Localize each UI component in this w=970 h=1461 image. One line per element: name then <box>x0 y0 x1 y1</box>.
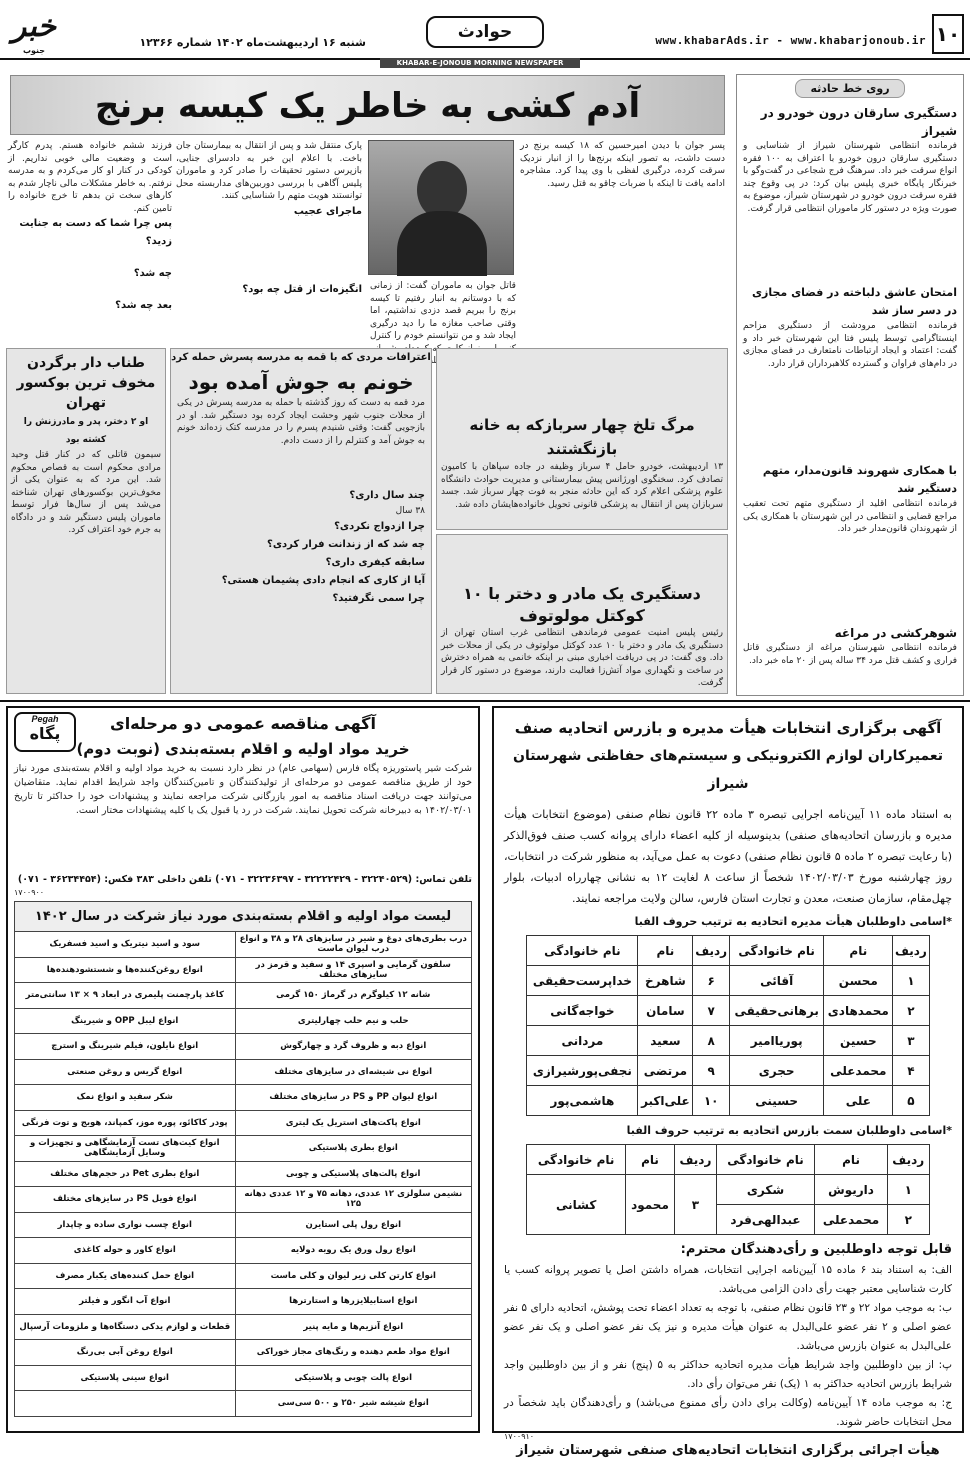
inspector-cell: ۱ <box>887 1175 929 1205</box>
notice-item: ب: به موجب مواد ۲۲ و ۲۳ قانون نظام صنفی، با توجه به تعداد اعضاء تحت پوشش، اتحادیه دارای ۵ نفر عضو اصلی و ۲ نفر عضو علی‌البدل به عنوان هیأت مدیره و نیز یک نفر عضو اصلی و یک نفر عضو علی‌البدل به عنوان بازرس می‌باشد. <box>504 1302 952 1352</box>
inspector-cell: شکری <box>716 1175 814 1205</box>
materials-cell: انواع رول پلی استایرن <box>235 1212 471 1238</box>
materials-cell: انواع شیشه شیر ۲۵۰ و ۵۰۰ سی‌سی <box>235 1391 471 1417</box>
materials-cell: انواع دبه و ظروف گرد و چهارگوش <box>235 1034 471 1060</box>
board-table-header <box>527 936 929 966</box>
notices <box>504 1261 952 1432</box>
notice-item: الف: به استناد بند ۶ ماده ۱۵ آیین‌نامه اجرایی انتخابات، همراه داشتن اصل یا تصویر پروانه کسب یا کارت شناسایی معتبر جهت رأی دادن الزامی می‌باشد. <box>504 1264 952 1295</box>
materials-row <box>15 1161 472 1187</box>
molotov-story <box>436 534 728 694</box>
board-cell: ۲ <box>893 996 929 1026</box>
board-cell: ۶ <box>693 966 729 996</box>
materials-cell: انواع پالت چوبی و پلاستیکی <box>235 1365 471 1391</box>
board-cell: ۱ <box>893 966 929 996</box>
board-header-cell: ردیف <box>893 936 929 966</box>
materials-cell: انواع آب انگور و فیلتر <box>15 1289 236 1315</box>
board-cell: ۵ <box>893 1086 929 1116</box>
board-cell: محمدهادی <box>824 996 893 1026</box>
sidebar-item <box>743 462 957 618</box>
board-header-cell: ردیف <box>693 936 729 966</box>
board-cell: خواجه‌گانی <box>527 996 638 1026</box>
main-story-col2 <box>370 280 516 366</box>
board-cell: پوریاامیر <box>729 1026 824 1056</box>
materials-cell: انواع لیوان PP و PS در سایزهای مختلف <box>235 1085 471 1111</box>
materials-row <box>15 1238 472 1264</box>
date-line: شنبه ۱۶ اردیبهشت‌ماه ۱۴۰۲ شماره ۱۲۳۶۶ <box>139 36 366 49</box>
board-header-cell: نام <box>638 936 693 966</box>
election-ad <box>492 706 964 1458</box>
notice-title: قابل توجه داوطلبین و رأی‌دهندگان محترم: <box>680 1242 952 1257</box>
notice-item: ج: به موجب ماده ۱۴ آیین‌نامه (وکالت برای دادن رأی ممنوع می‌باشد) و رأی‌دهندگان باید شخصاً در محل انتخابات حاضر شوند. <box>504 1397 952 1428</box>
board-cell: شاهرخ <box>638 966 693 996</box>
materials-cell: انواع گریس و روغن صنعتی <box>15 1059 236 1085</box>
sidebar-body: فرمانده انتظامی شهرستان شیراز از شناسایی و دستگیری سارقان درون خودرو با اعتراف به ۱۰۰ فقره انواع سرقت خبر داد. سرهنگ فرج شجاعی در گفت‌وگو با خبرنگار پایگاه خبری پلیس بیان کرد: در پی وقوع چند فقره سرقت درون خودرو در شهرستان شیراز، موضوع به صورت ویژه در دستور کار ماموران انتظامی قرار گرفت. <box>743 141 957 214</box>
board-cell: حسینی <box>729 1086 824 1116</box>
main-subhead: انگیزه‌ات از قتل چه بود؟ <box>242 283 362 295</box>
board-row <box>527 1026 929 1056</box>
boxer-title: طناب دار برگردن مخوف ترین بوکسور تهران <box>16 355 156 411</box>
materials-row <box>15 1034 472 1060</box>
materials-cell: شکر سفید و انواع نمک <box>15 1085 236 1111</box>
board-cell: حسین <box>824 1026 893 1056</box>
school-story <box>170 348 432 694</box>
list1-title: *اسامی داوطلبان هیأت مدیره اتحادیه به ترتیب حروف الفبا <box>634 915 952 928</box>
sidebar-headline: با همکاری شهروند قانون‌مدار، متهم دستگیر شد <box>762 464 957 495</box>
inspector-cell: محمدعلی <box>815 1205 888 1235</box>
boxer-story <box>6 348 166 694</box>
materials-row <box>15 1391 472 1417</box>
board-cell: ۷ <box>693 996 729 1026</box>
materials-row <box>15 1085 472 1111</box>
school-qa <box>171 487 431 608</box>
boxer-kicker: او ۲ دختر، پدر و مادرزنش را کشته بود <box>23 417 149 445</box>
board-cell: علی‌اکبر <box>638 1086 693 1116</box>
materials-cell: انواع مواد طعم دهنده و رنگ‌های مجاز خوراکی <box>235 1340 471 1366</box>
inspector-header-cell: نام <box>625 1145 674 1175</box>
main-story-col1: پسر جوان با دیدن امیرحسین که ۱۸ کیسه برنج در دست داشت، به تصور اینکه برنج‌ها را از انبار نزدیک سرقت کرده، درگیری لفظی با وی پیدا کرد. مشاجره ادامه یافت تا اینکه با ضربات چاقو به قتل رسید. <box>520 141 725 189</box>
election-footer: هیأت اجرائی برگزاری انتخابات اتحادیه‌های صنفی شهرستان شیراز <box>516 1443 940 1458</box>
tender-subtitle: خرید مواد اولیه و اقلام بسته‌بندی (نوبت دوم) <box>76 740 410 758</box>
materials-table-body <box>15 932 472 1417</box>
board-header-cell: نام <box>824 936 893 966</box>
main-subhead: چه شد؟ <box>133 268 172 279</box>
school-q: چند سال داری؟ <box>349 490 425 501</box>
materials-cell: انواع بطری پلاستیکی <box>235 1136 471 1162</box>
main-headline: آدم کشی به خاطر یک کیسه برنج <box>10 75 725 135</box>
inspector-header-cell: ردیف <box>675 1145 717 1175</box>
soldiers-body: ۱۳ اردیبهشت، خودرو حامل ۴ سرباز وظیفه در جاده سپاهان با کامیون تصادف کرد. سخنگوی اورژانس پیش بیمارستانی و مدیریت حوادث دانشگاه علوم پزشکی اعلام کرد که این حادثه منجر به فوت چهار سرباز شد. جسد سربازان پس از انتقال به پزشکی قانونی تحویل خانواده‌هایشان داده شد. <box>441 462 724 510</box>
materials-row <box>15 1136 472 1162</box>
main-story-col4-text: فرزند ششم خانواده هستم. پدرم کارگر است و وضعیت مالی خوبی نداریم. از کودکی در کنار او کار می‌کردم و به مدرسه نرفتم. به خاطر مشکلات مالی ناچار شدم به کارهای سخت تن بدهم تا خرج خانواده را تامین کنم. <box>8 141 172 214</box>
soldiers-story <box>436 348 728 530</box>
main-subhead: بعد چه شد؟ <box>115 300 172 311</box>
school-title: خونم به جوش آمده بود <box>188 370 414 394</box>
election-code: ۱۷۰۰۹۱۰ <box>504 1432 535 1441</box>
sidebar-body: فرمانده انتظامی شهرستان مراغه از دستگیری قاتل فراری و کشف قتل مرد ۳۴ ساله پس از ۲۰ ماه خبر داد. <box>743 643 957 666</box>
materials-row <box>15 1263 472 1289</box>
materials-cell: انواع چسب نواری ساده و چاپدار <box>15 1212 236 1238</box>
board-table-body <box>527 966 929 1116</box>
boxer-body: سیمون قاتلی که در کنار قتل وحید مرادی محکوم است به قصاص محکوم شد. این مرد که به عنوان یکی از مخوف‌ترین بوکسورهای تهران شناخته می‌شد پس از سال‌ها فرار توسط ماموران پلیس دستگیر شد و در دادگاه به جرم خود اعتراف کرد. <box>11 450 161 535</box>
board-cell: ۴ <box>893 1056 929 1086</box>
inspector-cell: ۲ <box>887 1205 929 1235</box>
materials-row <box>15 1314 472 1340</box>
materials-table <box>14 901 472 1417</box>
inspector-cell: ۳ <box>675 1175 717 1235</box>
school-body: مرد قمه به دست که روز گذشته با حمله به مدرسه پسرش در یکی از محلات جنوب شهر وحشت ایجاد کرده بود دستگیر شد. او در بازجویی گفت: وقتی شنیدم پسرم را در مدرسه کتک زده‌اند خونم به جوش آمد و کنترلم را از دست دادم. <box>177 398 425 446</box>
materials-row <box>15 932 472 958</box>
board-cell: مردانی <box>527 1026 638 1056</box>
inspector-cell: محمود <box>625 1175 674 1235</box>
materials-cell: انواع سینی پلاستیکی <box>15 1365 236 1391</box>
materials-row <box>15 1008 472 1034</box>
school-q: چه شد که از زندانت فرار کردی؟ <box>267 538 425 550</box>
story-photo <box>368 140 514 275</box>
tender-phones: تلفن تماس: (۳۲۲۴۰۵۲۹ - ۳۲۲۲۲۴۲۹ - ۳۲۲۳۶۳۹۷ - ۰۷۱) تلفن داخلی ۳۸۳ فکس: (۳۶۲۳۴۴۵۴ - ۰۷۱) <box>17 874 472 885</box>
board-cell: ۸ <box>693 1026 729 1056</box>
tender-body: شرکت شیر پاستوریزه پگاه فارس (سهامی عام) در نظر دارد نسبت به خرید مواد اولیه و اقلام بسته‌بندی مورد نیاز خود از طریق مناقصه عمومی دو مرحله‌ای از تولیدکنندگان و تامین‌کنندگان واجد شرایط اقدام نماید. متقاضیان می‌توانند جهت دریافت اسناد مناقصه به امور بازرگانی شرکت مراجعه نمایند و پیشنهادات خود را حداکثر تا تاریخ ۱۴۰۲/۰۳/۰۱ به دبیرخانه شرکت تحویل نمایند. شرکت در رد یا قبول یک یا کلیه پیشنهادات مختار است. <box>14 763 472 816</box>
inspector-cell: عبدالهی‌فرد <box>716 1205 814 1235</box>
materials-row <box>15 1059 472 1085</box>
materials-row <box>15 1340 472 1366</box>
election-body: به استناد ماده ۱۱ آیین‌نامه اجرایی تبصره ۳ ماده ۲۲ قانون نظام صنفی (موضوع انتخابات هیأت مدیره و بازرسان اتحادیه‌های صنفی) بدینوسیله از کلیه اعضاء دارای پروانه کسب صنف فوق‌الذکر (با رعایت تبصره ۲ ماده ۵ قانون نظام صنفی) دعوت به عمل می‌آید، به منظور شرکت در انتخابات، روز چهارشنبه مورخ ۱۴۰۲/۰۳/۰۳ شخصاً از ساعت ۸ لغایت ۱۲ به نشانی چهارراه ادبیات، بلوار چهل‌مقام، سازمان صنعت، معدن و تجارت استان فارس، سالن ولایت مراجعه نمایند. <box>504 808 953 905</box>
inspector-header-cell: ردیف <box>887 1145 929 1175</box>
board-cell: محسن <box>824 966 893 996</box>
materials-cell: شانه ۱۲ کیلوگرم در گرماژ ۱۵۰ گرمی <box>235 983 471 1009</box>
board-row <box>527 966 929 996</box>
board-cell: ۱۰ <box>693 1086 729 1116</box>
board-row <box>527 996 929 1026</box>
materials-row <box>15 1212 472 1238</box>
board-cell: مرتضی <box>638 1056 693 1086</box>
materials-row <box>15 1187 472 1213</box>
main-story-col4 <box>8 140 172 346</box>
materials-row <box>15 957 472 983</box>
board-cell: حجری <box>729 1056 824 1086</box>
materials-cell: انواع استابیلایزرها و استارترها <box>235 1289 471 1315</box>
section-label: حوادث <box>426 16 544 48</box>
materials-cell: انواع کاور و حوله کاغذی <box>15 1238 236 1264</box>
inspector-header-cell: نام خانوادگی <box>527 1145 625 1175</box>
sidebar-item <box>743 284 957 456</box>
board-cell: محمدعلی <box>824 1056 893 1086</box>
sidebar-item <box>743 104 957 278</box>
board-cell: ۹ <box>693 1056 729 1086</box>
materials-row <box>15 1110 472 1136</box>
materials-cell: انواع بطری Pet در حجم‌های مختلف <box>15 1161 236 1187</box>
board-cell: خداپرست‌حقیقی <box>527 966 638 996</box>
inspector-cell: داریوش <box>815 1175 888 1205</box>
materials-cell: انواع پالت‌های پلاستیکی و چوبی <box>235 1161 471 1187</box>
pegah-logo-text: پگاه <box>29 724 61 743</box>
main-subhead: پس چرا شما که دست به جنایت زدید؟ <box>19 218 172 247</box>
board-header-cell: نام خانوادگی <box>729 936 824 966</box>
inspector-cell: کشانی <box>527 1175 625 1235</box>
board-cell: نجفی‌پورشیرازی <box>527 1056 638 1086</box>
materials-cell: انواع آنزیم‌ها و مایه پنیر <box>235 1314 471 1340</box>
materials-cell: قطعات و لوازم یدکی دستگاه‌ها و ملزومات آرسپال <box>15 1314 236 1340</box>
tender-code: ۱۷۰۰۹۰۰ <box>14 888 45 897</box>
materials-cell: انواع روغن‌کننده‌ها و شستشودهنده‌ها <box>15 957 236 983</box>
inspector-table-body <box>527 1175 929 1235</box>
main-story-col3 <box>176 140 362 346</box>
board-cell: برهانی‌حقیقی <box>729 996 824 1026</box>
materials-cell: انواع فویل PS در سایزهای مختلف <box>15 1187 236 1213</box>
soldiers-title: مرگ تلخ چهار سربازکه به خانه بازنگشتند <box>469 416 695 458</box>
materials-cell: انواع پاکت‌های استریل یک لیتری <box>235 1110 471 1136</box>
molotov-body: رئیس پلیس امنیت عمومی فرماندهی انتظامی غرب استان تهران از دستگیری یک مادر و دختر با ۱۰ عدد کوکتل مولوتوف در یکی از محلات خبر داد. وی گفت: در پی دریافت اخباری مبنی بر اینکه خانمی به همراه دخترش در ساخت و نگهداری مواد آتش‌زا فعالیت دارند، موضوع در دستور کار قرار گرفت. <box>441 628 723 688</box>
pegah-logo-latin: Pegah <box>31 714 59 724</box>
sidebar <box>736 74 964 696</box>
sidebar-headline: دستگیری سارقان درون خودرو در شیراز <box>760 106 957 138</box>
tender-title: آگهی مناقصه عمومی دو مرحله‌ای <box>110 714 376 733</box>
materials-cell: انواع لیبل OPP و شیرینگ <box>15 1008 236 1034</box>
materials-cell: انواع کیت‌های تست آزمایشگاهی و تجهیزات و وسایل آزمایشگاهی <box>15 1136 236 1162</box>
board-header-cell: نام خانوادگی <box>527 936 638 966</box>
notice-item: پ: از بین داوطلبین واجد شرایط هیأت مدیره اتحادیه حداکثر به ۵ (پنج) نفر و از بین داوطلبین واجد شرایط بازرس اتحادیه حداکثر به ۱ (یک) نفر می‌توان رأی داد. <box>504 1359 952 1390</box>
sidebar-title: روی خط حادثه <box>795 79 905 98</box>
materials-cell: سود و اسید نیتریک و اسید فسفریک <box>15 932 236 958</box>
school-q: آیا از کاری که انجام دادی پشیمان هستی؟ <box>221 574 425 586</box>
tender-ad <box>6 706 480 1433</box>
board-candidates-table <box>526 935 929 1116</box>
materials-cell: انواع رول ورق یک رویه دولایه <box>235 1238 471 1264</box>
materials-cell: سلفون گرمایی و اسپری ۱۴ و سفید و قرمز در سایزهای مختلف <box>235 957 471 983</box>
board-cell: سعید <box>638 1026 693 1056</box>
board-cell: سامان <box>638 996 693 1026</box>
inspector-header-cell: نام خانوادگی <box>716 1145 814 1175</box>
board-cell: هاشمی‌پور <box>527 1086 638 1116</box>
materials-cell: انواع نی شیشه‌ای در سایزهای مختلف <box>235 1059 471 1085</box>
molotov-title: دستگیری یک مادر و دختر با ۱۰ کوکتل مولوتوف <box>463 584 701 625</box>
sidebar-headline: امتحان عاشق دلباخته در فضای مجازی در دسر ساز شد <box>751 286 957 317</box>
materials-row <box>15 983 472 1009</box>
materials-cell: انواع روغن آبی بی‌رنگ <box>15 1340 236 1366</box>
page-number: ۱۰ <box>932 14 964 54</box>
board-row <box>527 1056 929 1086</box>
materials-cell <box>15 1391 236 1417</box>
inspector-header-cell: نام <box>815 1145 888 1175</box>
materials-cell: انواع حمل کننده‌های یکبار مصرف <box>15 1263 236 1289</box>
board-cell: ۳ <box>893 1026 929 1056</box>
inspector-table-header <box>527 1145 929 1175</box>
election-title-1: آگهی برگزاری انتخابات هیأت مدیره و بازرس اتحادیه صنف <box>514 719 942 737</box>
list2-title: *اسامی داوطلبان سمت بازرس اتحادیه به ترتیب حروف الفبا <box>626 1124 952 1137</box>
materials-table-title: لیست مواد اولیه و اقلام بسته‌بندی مورد نیاز شرکت در سال ۱۴۰۲ <box>15 902 472 932</box>
sidebar-headline: شوهرکشی در مراغه <box>834 626 957 640</box>
board-cell: آقائی <box>729 966 824 996</box>
inspector-row <box>527 1175 929 1205</box>
inspector-candidates-table <box>526 1144 929 1235</box>
sidebar-body: فرمانده انتظامی اقلید از دستگیری متهم تحت تعقیب مراجع قضایی و انتظامی در این شهرستان با همکاری یکی از شهروندان قانون‌مدار خبر داد. <box>743 499 957 534</box>
newspaper-logo: خبر <box>11 9 57 44</box>
ads-divider <box>0 700 970 702</box>
materials-cell: درب بطری‌های دوغ و شیر در سایزهای ۲۸ و ۳۸ و انواع درب لیوان ماست <box>235 932 471 958</box>
materials-cell: پودر کاکائو، پوره موز، کمپاند، هویج و توت فرنگی <box>15 1110 236 1136</box>
sidebar-body: فرمانده انتظامی مرودشت از دستگیری مزاحم اینستاگرامی توسط پلیس فتا این شهرستان خبر داد و گفت: اعتماد و ایجاد ارتباطات نامتعارف در فضای مجازی در دام‌های فراوان و گسترده کلاهبرداران قرار دارد. <box>743 321 957 369</box>
school-q: سابقه کیفری داری؟ <box>325 556 425 568</box>
materials-row <box>15 1289 472 1315</box>
main-story-col3-text: پارک منتقل شد و پس از انتقال به بیمارستان جان باخت. با اعلام این خبر به دادسرای جنایی، بازپرس دستور تحقیقات را صادر کرد و ماموران پلیس آگاهی با بررسی دوربین‌های مداربسته محل توانستند هویت متهم را شناسایی کنند. <box>176 141 362 201</box>
materials-cell: انواع کارتن کلی زیر لیوان و کلی ماست <box>235 1263 471 1289</box>
materials-cell: کاغذ پارچمنت پلیمری در ابعاد ۹ × ۱۳ سانتی‌متر <box>15 983 236 1009</box>
board-cell: علی <box>824 1086 893 1116</box>
school-q: چرا سمی نگرفتید؟ <box>332 592 425 604</box>
photo-figure-body <box>397 211 487 276</box>
materials-row <box>15 1365 472 1391</box>
school-a: ۳۸ سال <box>395 506 425 516</box>
main-subhead: ماجرای عجیب <box>293 205 362 217</box>
materials-cell: نشیمن سلولزی ۱۲ عددی، دهانه ۷۵ و ۱۲ عددی دهانه ۱۲۵ <box>235 1187 471 1213</box>
school-kicker: اعترافات مردی که با قمه به مدرسه پسرش حمله کرد <box>171 352 431 363</box>
website-urls[interactable]: www.khabarAds.ir - www.khabarjonoub.ir <box>655 34 926 47</box>
materials-cell: انواع نایلون، فیلم شیرینگ و استرچ <box>15 1034 236 1060</box>
board-row <box>527 1086 929 1116</box>
materials-cell: حلب و نیم حلب چهارلیتری <box>235 1008 471 1034</box>
newspaper-logo-sub: جنوب <box>22 46 46 55</box>
election-title-2: تعمیرکاران لوازم الکترونیکی و سیستم‌های حفاظتی شهرستان شیراز <box>513 748 943 792</box>
pegah-logo <box>14 712 76 752</box>
school-q: چرا ازدواج نکردی؟ <box>334 520 425 532</box>
main-story-col2-text: قاتل جوان به ماموران گفت: از زمانی که با دوستانم به انبار رفتیم تا کیسه برنج را ببریم قصد دزدی نداشتیم، اما وقتی صاحب مغازه ما را دید درگیری ایجاد شد و من نتوانستم خودم را کنترل طلب <box>370 281 516 366</box>
morning-banner: KHABAR-E-JONOUB MORNING NEWSPAPER <box>380 58 580 68</box>
